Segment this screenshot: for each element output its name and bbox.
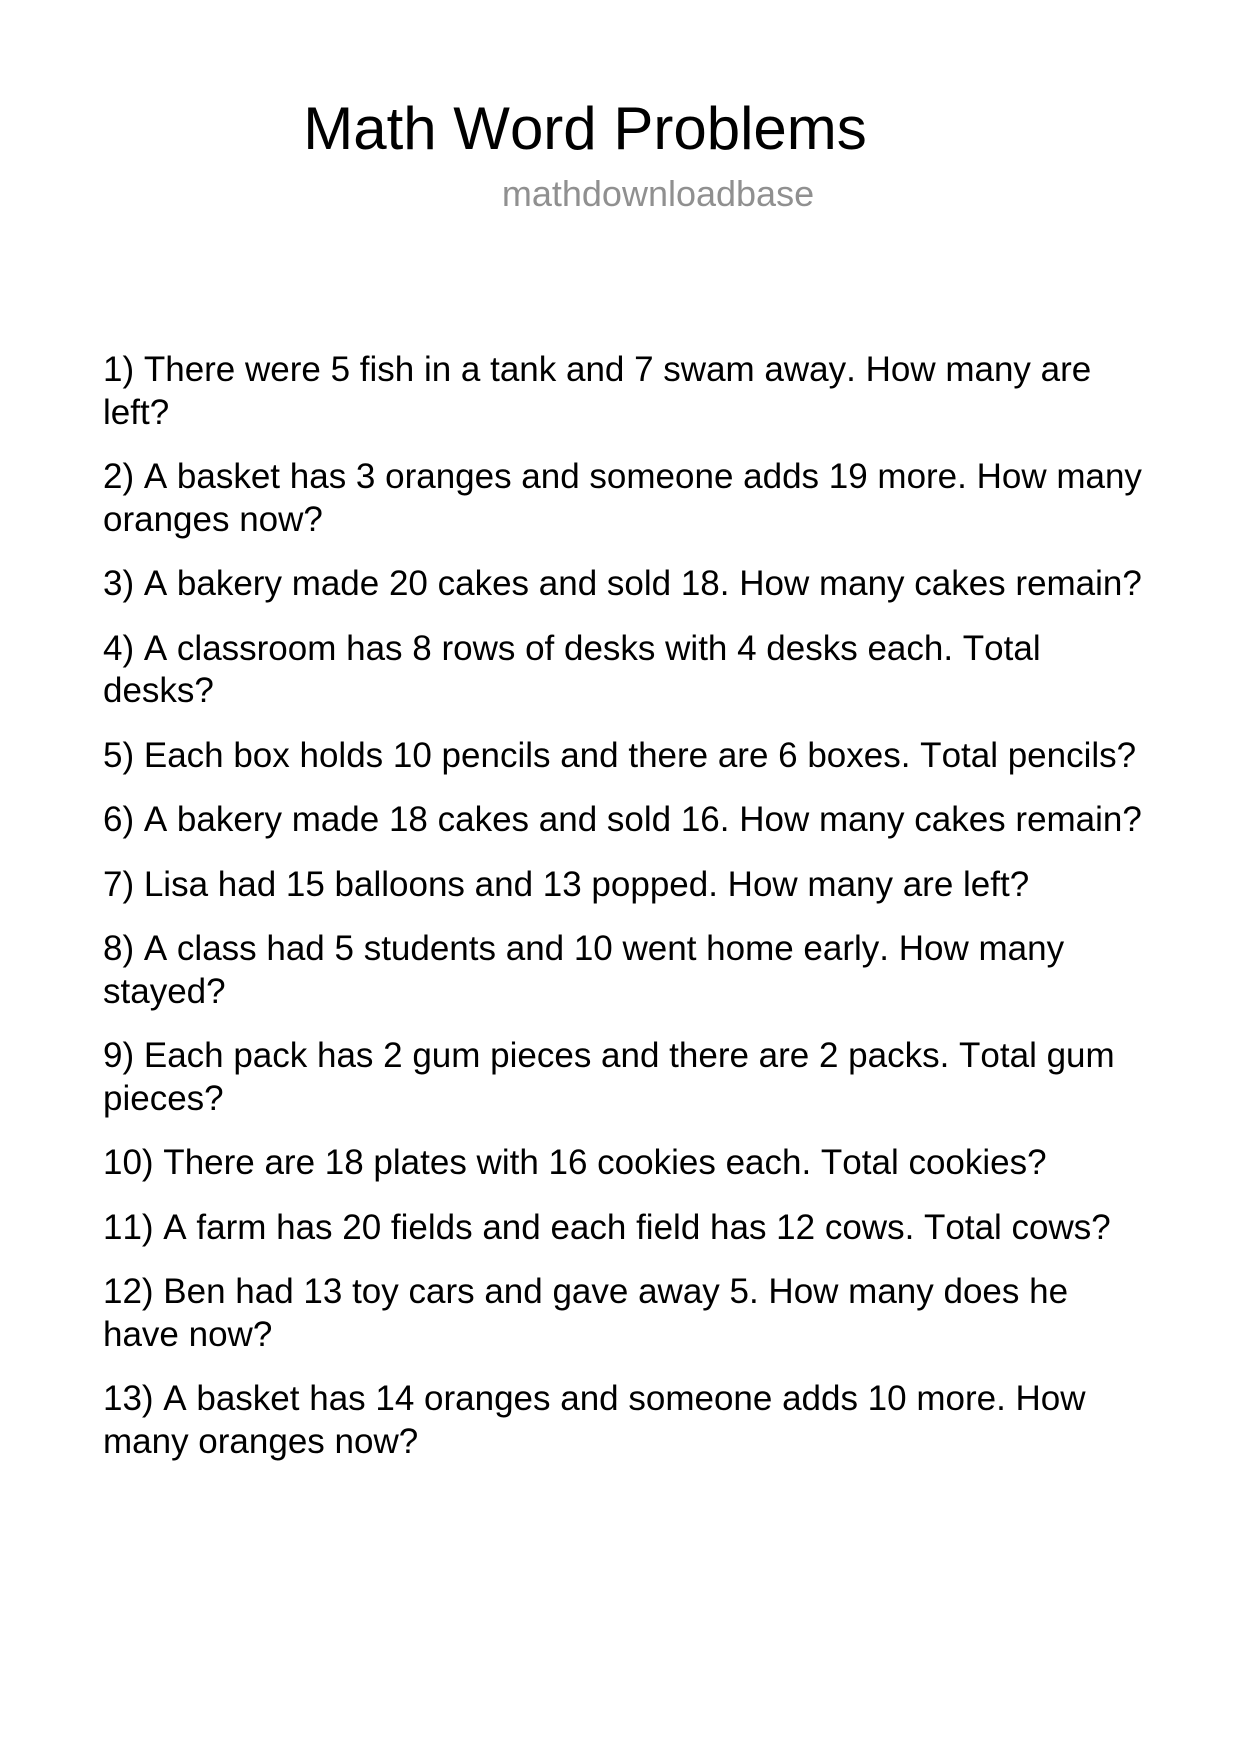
problem-item-9: 9) Each pack has 2 gum pieces and there are 2 packs. Total gum pieces? [103,1036,1115,1118]
problem-item-4: 4) A classroom has 8 rows of desks with 4 desks each. Total desks? [103,628,1041,710]
problem-item-5: 5) Each box holds 10 pencils and there are 6 boxes. Total pencils? [103,735,1137,775]
problem-item-13: 13) A basket has 14 oranges and someone adds 10 more. How many oranges now? [103,1379,1086,1461]
problem-item-11: 11) A farm has 20 fields and each field has 12 cows. Total cows? [103,1207,1111,1247]
problem-item-12: 12) Ben had 13 toy cars and gave away 5. How many does he have now? [103,1272,1069,1354]
problem-item-1: 1) There were 5 fish in a tank and 7 swam away. How many are left? [103,350,1092,432]
problem-item-10: 10) There are 18 plates with 16 cookies each. Total cookies? [103,1143,1047,1182]
problem-item-6: 6) A bakery made 18 cakes and sold 16. How many cakes remain? [103,800,1142,839]
problem-item-7: 7) Lisa had 15 balloons and 13 popped. How many are left? [103,864,1030,904]
problem-item-8: 8) A class had 5 students and 10 went home early. How many stayed? [103,929,1065,1011]
page-title: Math Word Problems [303,95,867,162]
problem-item-3: 3) A bakery made 20 cakes and sold 18. How many cakes remain? [103,564,1142,603]
problems-list [103,349,1148,1463]
page-subtitle: mathdownloadbase [501,173,815,214]
worksheet-header [0,0,1240,212]
problem-item-2: 2) A basket has 3 oranges and someone adds 19 more. How many oranges now? [103,457,1142,539]
